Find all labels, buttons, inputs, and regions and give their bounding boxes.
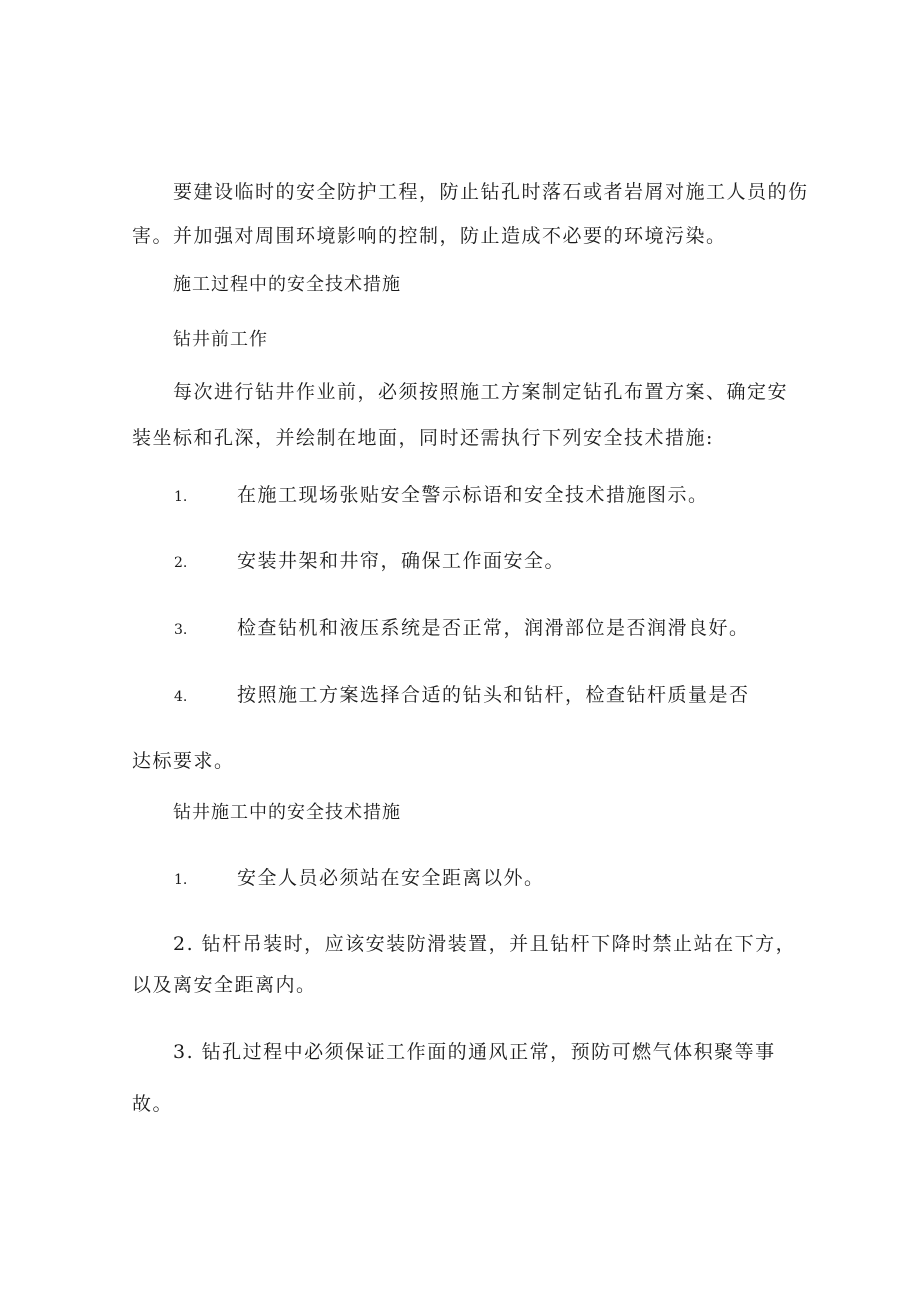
list-item-number: 3.: [174, 622, 188, 638]
list-item-continuation: 达标要求。: [132, 750, 235, 772]
list-item-number: 1.: [174, 489, 188, 505]
list-item-2-line-2: 以及离安全距离内。: [132, 974, 317, 996]
list-item-text: 检查钻机和液压系统是否正常，润滑部位是否润滑良好。: [237, 617, 750, 639]
heading-safety-measures: 施工过程中的安全技术措施: [173, 274, 401, 295]
list-item-text: 在施工现场张贴安全警示标语和安全技术措施图示。: [237, 484, 709, 506]
list-item-2-line-1: 2. 钻杆吊装时，应该安装防滑装置，并且钻杆下降时禁止站在下方，: [173, 933, 797, 955]
heading-pre-drilling: 钻井前工作: [173, 329, 268, 350]
heading-during-drilling: 钻井施工中的安全技术措施: [173, 802, 401, 823]
list-item-number: 1.: [174, 872, 188, 888]
paragraph-1-line-2: 害。并加强对周围环境影响的控制，防止造成不必要的环境污染。: [132, 225, 727, 247]
paragraph-1-line-1: 要建设临时的安全防护工程，防止钻孔时落石或者岩屑对施工人员的伤: [173, 181, 809, 203]
paragraph-2-line-1: 每次进行钻井作业前，必须按照施工方案制定钻孔布置方案、确定安: [173, 381, 789, 403]
list-item-3-line-2: 故。: [132, 1093, 174, 1115]
list-item-text: 安装井架和井帘，确保工作面安全。: [237, 550, 566, 572]
list-item-text: 安全人员必须站在安全距离以外。: [237, 867, 545, 889]
list-item-text: 按照施工方案选择合适的钻头和钻杆，检查钻杆质量是否: [237, 684, 750, 706]
list-item-number: 2.: [174, 555, 188, 571]
list-item-3-line-1: 3. 钻孔过程中必须保证工作面的通风正常，预防可燃气体积聚等事: [173, 1041, 776, 1063]
list-item-number: 4.: [174, 689, 188, 705]
paragraph-2-line-2: 装坐标和孔深，并绘制在地面，同时还需执行下列安全技术措施:: [132, 427, 714, 449]
